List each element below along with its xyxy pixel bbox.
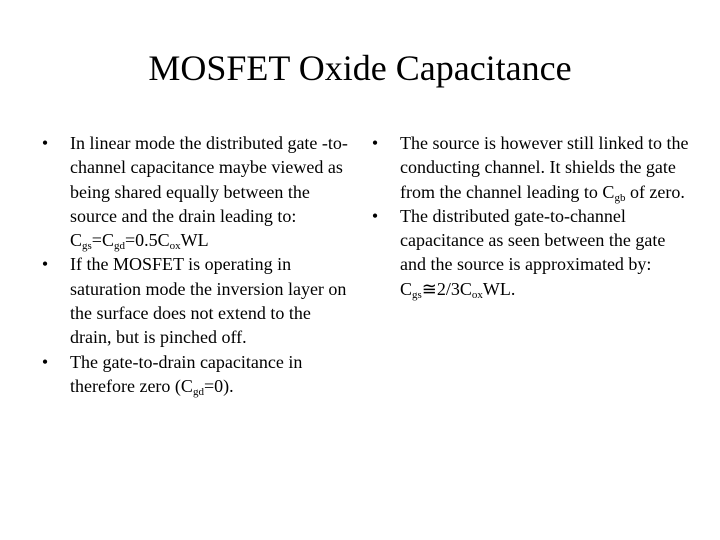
formula-subscript: gb	[614, 191, 626, 204]
right-bullet-list	[366, 131, 690, 301]
formula-text: WL.	[482, 278, 516, 299]
bullet-dot-icon: •	[41, 133, 49, 153]
formula-text: =0).	[203, 375, 234, 396]
left-bullet-list	[36, 131, 356, 398]
bullet-text: If the MOSFET is operating in saturation mode the inversion layer on the surface does not extend to the drain, but is pinched off.	[70, 254, 347, 348]
bullet-source-channel	[366, 131, 690, 204]
formula-subscript: gs	[412, 288, 422, 301]
bullet-gate-source-capacitance	[366, 204, 690, 301]
formula-text: =C	[91, 230, 114, 251]
bullet-dot-icon: •	[41, 351, 49, 372]
bullet-saturation-mode	[36, 252, 356, 349]
formula-text: ≅2/3C	[421, 278, 472, 299]
formula-text: WL	[180, 230, 209, 251]
bullet-text: The gate-to-drain capacitance in therefore zero (C	[70, 351, 303, 396]
formula-subscript: gs	[82, 240, 92, 253]
formula-subscript: ox	[169, 240, 181, 253]
formula-subscript: gd	[192, 385, 204, 398]
formula-subscript: gd	[113, 240, 125, 253]
bullet-dot-icon: •	[41, 254, 49, 275]
bullet-text: In linear mode the distributed gate -to-channel capacitance maybe viewed as being shared equally between the source and the drain leading to:	[70, 133, 348, 226]
bullet-dot-icon: •	[371, 133, 379, 153]
formula-text: of zero.	[625, 181, 685, 202]
bullet-gate-drain-capacitance	[36, 350, 356, 399]
slide-title: MOSFET Oxide Capacitance	[148, 48, 572, 88]
bullet-linear-mode	[36, 131, 356, 252]
formula-symbol: C	[70, 230, 83, 251]
bullet-text: The distributed gate-to-channel capacitance as seen between the gate and the source is approximated by: C	[400, 205, 666, 299]
bullet-text: The source is however still linked to the conducting channel. It shields the gate from the channel leading to C	[400, 133, 689, 202]
formula-text: =0.5C	[124, 230, 170, 251]
formula-subscript: ox	[471, 288, 483, 301]
bullet-dot-icon: •	[371, 205, 379, 226]
